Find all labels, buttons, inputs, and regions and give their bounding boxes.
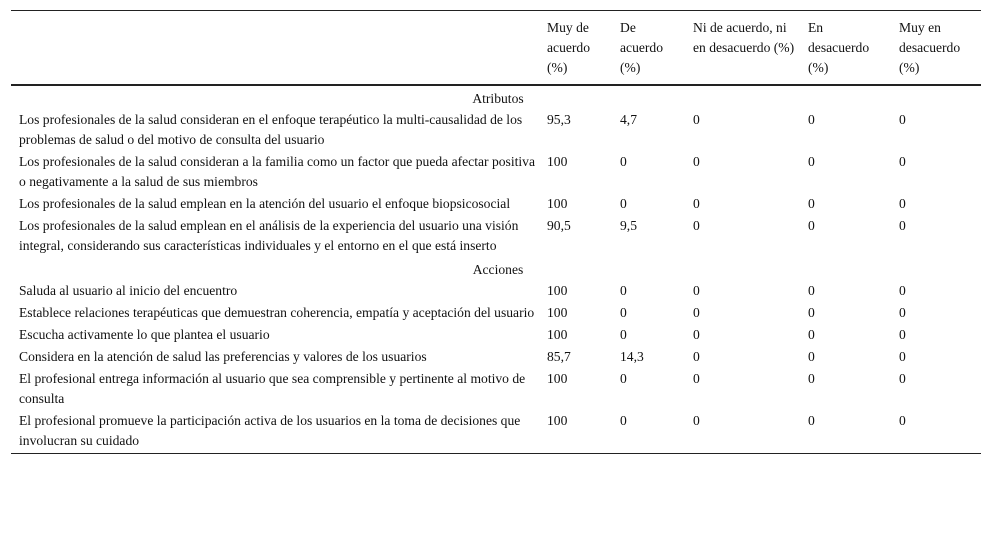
row-value: 0: [693, 349, 700, 364]
row-value: 0: [800, 410, 891, 454]
row-label: Los profesionales de la salud emplean en la atención del usuario el enfoque biopsicosocial: [19, 196, 511, 211]
table-row: [11, 280, 981, 302]
row-value: 0: [899, 112, 906, 127]
row-value: 0: [620, 371, 627, 386]
row-value: 0: [693, 112, 700, 127]
table-row: [11, 109, 981, 151]
row-value: 0: [693, 196, 700, 211]
row-value: 9,5: [620, 218, 637, 233]
row-value: 0: [693, 305, 700, 320]
row-value: 0: [808, 349, 815, 364]
row-label: Los profesionales de la salud consideran a la familia como un factor que pueda afectar positiva o negativamente a la salud de sus miembros: [19, 154, 535, 189]
row-value: 0: [808, 327, 815, 342]
row-value: 100: [547, 154, 568, 169]
table-row: [11, 193, 981, 215]
header-en-desacuerdo: En desacuerdo (%): [800, 11, 891, 86]
row-value: 0: [693, 327, 700, 342]
section-row: [11, 85, 981, 109]
table-container: [11, 10, 981, 454]
row-value: 0: [808, 218, 815, 233]
row-value: 0: [808, 112, 815, 127]
row-value: 0: [620, 154, 627, 169]
row-value: 0: [693, 283, 700, 298]
header-muy-de-acuerdo: Muy de acuerdo (%): [539, 11, 612, 86]
row-value: 0: [620, 283, 627, 298]
table-row: [11, 368, 981, 410]
row-label: Los profesionales de la salud consideran en el enfoque terapéutico la multi-causalidad de los problemas de salud o del motivo de consulta del usuario: [19, 112, 523, 147]
row-value: 0: [620, 196, 627, 211]
row-value: 0: [808, 283, 815, 298]
row-value: 0: [899, 154, 906, 169]
row-label: Escucha activamente lo que plantea el usuario: [19, 327, 270, 342]
row-value: 0: [620, 327, 627, 342]
row-label: Los profesionales de la salud emplean en el análisis de la experiencia del usuario una visión integral, considerando sus características individuales y el entorno en el que está inserto: [19, 218, 519, 253]
row-value: 0: [693, 218, 700, 233]
row-value: 0: [612, 410, 685, 454]
section-title: Atributos: [472, 91, 524, 106]
survey-table: [11, 10, 981, 454]
row-label: El profesional entrega información al usuario que sea comprensible y pertinente al motivo de consulta: [19, 371, 526, 406]
section-row: [11, 257, 981, 280]
row-value: 0: [899, 283, 906, 298]
row-value: 100: [539, 410, 612, 454]
row-value: 0: [891, 410, 981, 454]
row-value: 100: [547, 196, 568, 211]
row-value: 0: [899, 218, 906, 233]
header-muy-en-desacuerdo: Muy en desacuerdo (%): [891, 11, 981, 86]
row-value: 100: [547, 283, 568, 298]
section-title: Acciones: [472, 262, 524, 277]
table-header: [11, 11, 981, 86]
row-value: 14,3: [620, 349, 644, 364]
header-blank: [11, 11, 539, 86]
row-label: El profesional promueve la participación activa de los usuarios en la toma de decisiones que involucran su cuidado: [11, 410, 539, 454]
row-value: 0: [899, 349, 906, 364]
header-de-acuerdo: De acuerdo (%): [612, 11, 685, 86]
header-ni-de-acuerdo: Ni de acuerdo, ni en desacuerdo (%): [685, 11, 800, 86]
row-value: 0: [899, 371, 906, 386]
table-body: [11, 85, 981, 454]
table-row: [11, 346, 981, 368]
row-value: 100: [547, 327, 568, 342]
row-value: 90,5: [547, 218, 571, 233]
row-label: Establece relaciones terapéuticas que demuestran coherencia, empatía y aceptación del usuario: [19, 305, 535, 320]
row-value: 95,3: [547, 112, 571, 127]
row-value: 0: [899, 196, 906, 211]
row-value: 0: [693, 154, 700, 169]
row-label: Considera en la atención de salud las preferencias y valores de los usuarios: [19, 349, 427, 364]
table-row: [11, 324, 981, 346]
table-row: [11, 302, 981, 324]
row-value: 100: [547, 371, 568, 386]
row-value: 0: [899, 305, 906, 320]
row-label: Saluda al usuario al inicio del encuentro: [19, 283, 238, 298]
header-row: [11, 11, 981, 86]
row-value: 0: [808, 305, 815, 320]
row-value: 0: [808, 154, 815, 169]
row-value: 0: [620, 305, 627, 320]
table-row: [11, 410, 981, 454]
table-row: [11, 151, 981, 193]
row-value: 4,7: [620, 112, 637, 127]
row-value: 0: [685, 410, 800, 454]
table-row: [11, 215, 981, 257]
row-value: 0: [899, 327, 906, 342]
row-value: 0: [808, 371, 815, 386]
row-value: 100: [547, 305, 568, 320]
row-value: 85,7: [547, 349, 571, 364]
row-value: 0: [693, 371, 700, 386]
row-value: 0: [808, 196, 815, 211]
